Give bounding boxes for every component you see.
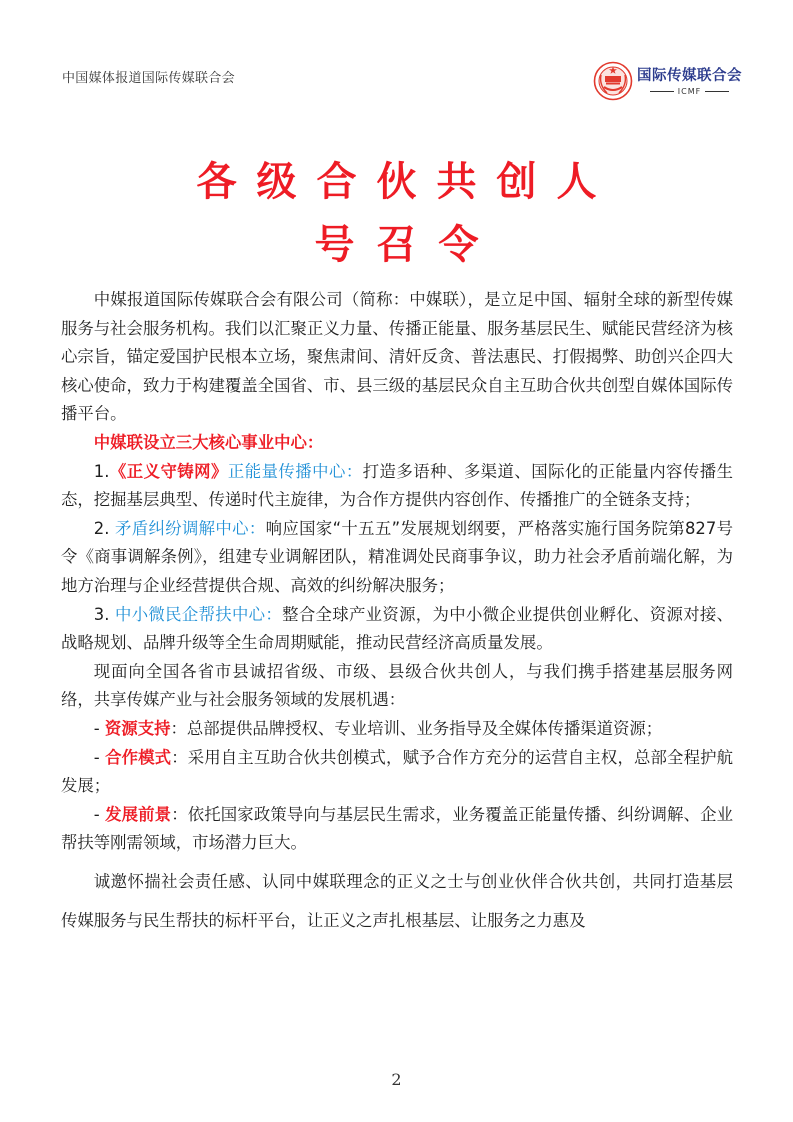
center-item-2 [61, 515, 733, 601]
benefit-prefix: - [93, 718, 105, 738]
center-name: 矛盾纠纷调解中心： [115, 518, 266, 538]
logo-divider [705, 91, 729, 92]
benefit-label: 合作模式 [105, 747, 172, 767]
benefit-label: 资源支持 [104, 718, 171, 738]
benefit-item-prospects [61, 801, 733, 858]
closing-paragraph: 诚邀怀揣社会责任感、认同中媒联理念的正义之士与创业伙伴合伙共创，共同打造基层传媒服务与民生帮扶的标杆平台，让正义之声扎根基层、让服务之力惠及 [61, 871, 733, 930]
center-item-1 [61, 458, 733, 515]
logo-name-cn: 国际传媒联合会 [637, 66, 742, 84]
benefit-prefix: - [93, 804, 106, 824]
organization-logo [593, 58, 743, 104]
page-number: 2 [391, 1070, 402, 1089]
document-title-line2: 号召令 [314, 222, 501, 268]
header-organization: 中国媒体报道国际传媒联合会 [62, 71, 235, 86]
center-text: 打造多语种、多渠道、国际化的正能量内容传播生态，挖掘基层典型、传递时代主旋律，为合作方提供内容创作、传播推广的全链条支持； [61, 461, 734, 510]
center-text: 整合全球产业资源，为中小微企业提供创业孵化、资源对接、战略规划、品牌升级等全生命周期赋能，推动民营经济高质量发展。 [61, 604, 734, 653]
intro-paragraph: 中媒报道国际传媒联合会有限公司（简称：中媒联），是立足中国、辐射全球的新型传媒服务与社会服务机构。我们以汇聚正义力量、传播正能量、服务基层民生、赋能民营经济为核心宗旨，锚定爱国护民根本立场，聚焦肃间、清奸反贪、普法惠民、打假揭弊、助创兴企四大核心使命，致力于构建覆盖全国省、市、县三级的基层民众自主互助合伙共创型自媒体国际传播平台。 [61, 290, 734, 424]
logo-divider [650, 91, 674, 92]
benefit-item-cooperation [61, 744, 733, 801]
center-number: 2. [93, 518, 110, 538]
centers-heading: 中媒联设立三大核心事业中心： [93, 432, 324, 452]
benefit-item-resources [61, 715, 733, 744]
benefit-text: ：总部提供品牌授权、专业培训、业务指导及全媒体传播渠道资源； [170, 718, 663, 738]
benefit-prefix: - [93, 747, 106, 767]
benefit-label: 发展前景 [105, 804, 172, 824]
center-name: 正能量传播中心： [227, 461, 363, 481]
center-number: 1. [93, 461, 110, 481]
document-title-line1: 各级合伙共创人 [196, 159, 617, 205]
center-number: 3. [93, 604, 110, 624]
document-body [61, 286, 733, 940]
benefit-text: ：采用自主互助合伙共创模式，赋予合作方充分的运营自主权，总部全程护航发展； [61, 747, 734, 796]
benefit-text: ：依托国家政策导向与基层民生需求，业务覆盖正能量传播、纠纷调解、企业帮扶等刚需领域，市场潜力巨大。 [61, 804, 734, 853]
center-item-3 [61, 601, 733, 658]
center-text: 响应国家“十五五”发展规划纲要，严格落实施行国务院第827号令《商事调解条例》，组建专业调解团队，精准调处民商事争议，助力社会矛盾前端化解，为地方治理与企业经营提供合规、高效的纠纷解决服务； [61, 518, 733, 595]
logo-name-en: ICMF [677, 86, 702, 96]
recruit-paragraph: 现面向全国各省市县诚招省级、市级、县级合伙共创人，与我们携手搭建基层服务网络，共享传媒产业与社会服务领域的发展机遇： [61, 661, 733, 710]
center-highlight: 《正义守铸网》 [109, 461, 228, 481]
center-name: 中小微民企帮扶中心： [114, 604, 283, 624]
national-emblem-icon [593, 61, 633, 101]
